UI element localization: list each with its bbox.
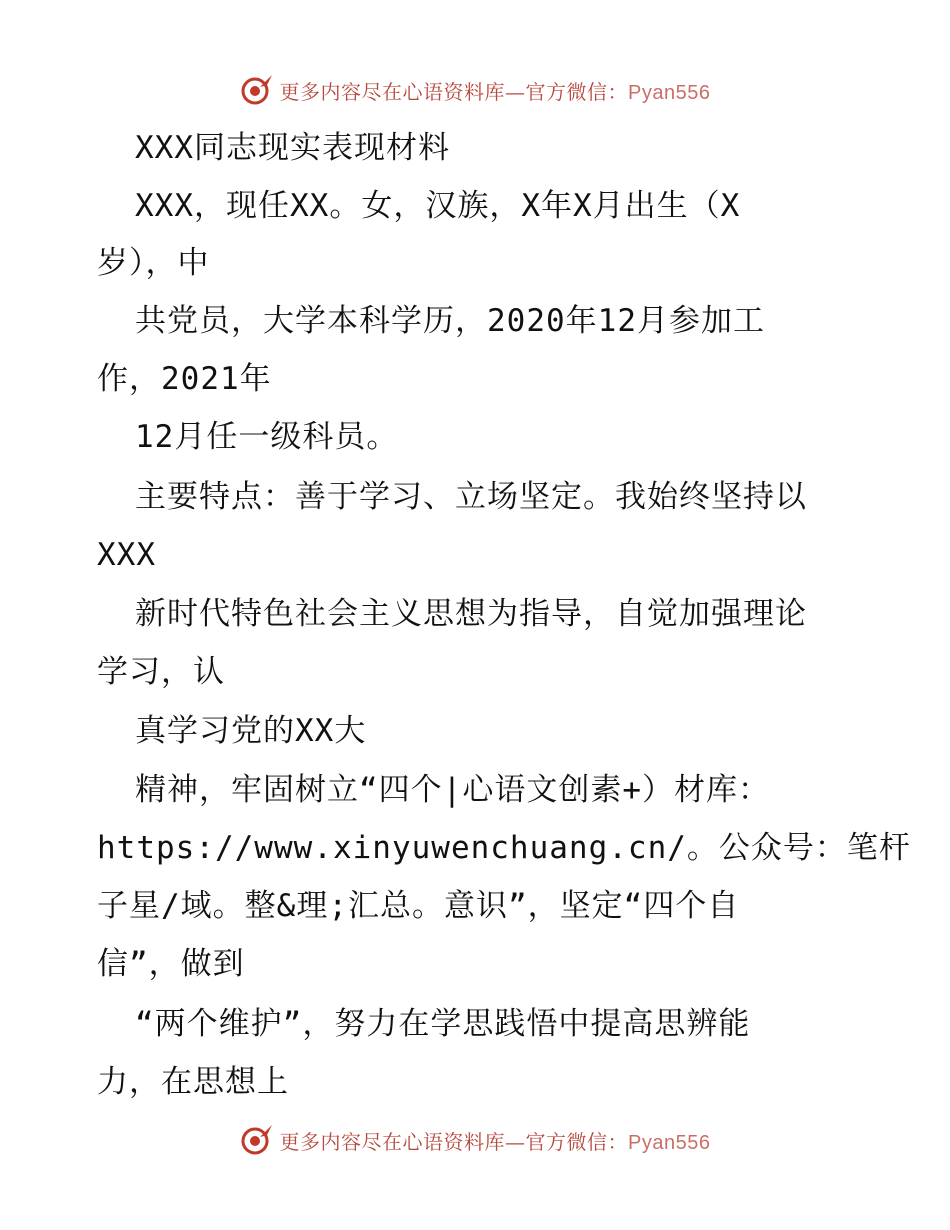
paragraph-line: XXX — [97, 537, 156, 573]
paragraph-line: 岁），中 — [97, 245, 210, 281]
paragraph-line: 12月任一级科员。 — [135, 419, 399, 455]
document-title: XXX同志现实表现材料 — [135, 130, 450, 166]
paragraph-line: 新时代特色社会主义思想为指导，自觉加强理论 — [135, 596, 807, 632]
paragraph-line: 真学习党的XX大 — [135, 713, 367, 749]
paragraph-line: 信”，做到 — [97, 946, 245, 982]
paragraph-line: 子星/域。整&理;汇总。意识”，坚定“四个自 — [97, 888, 740, 924]
paragraph-line: 精神，牢固树立“四个|心语文创素+）材库： — [135, 772, 770, 808]
watermark-text: 更多内容尽在心语资料库—官方微信：Pyan556 — [279, 79, 711, 104]
paragraph-line: 主要特点：善于学习、立场坚定。我始终坚持以 — [135, 479, 807, 515]
paragraph-line: 作，2021年 — [97, 361, 272, 397]
paragraph-line: https://www.xinyuwenchuang.cn/。公众号：笔杆 — [97, 830, 911, 866]
quill-logo-icon — [240, 1123, 274, 1157]
paragraph-line: 共党员，大学本科学历，2020年12月参加工 — [135, 303, 765, 339]
paragraph-line: 力，在思想上 — [97, 1064, 289, 1100]
watermark-text: 更多内容尽在心语资料库—官方微信：Pyan556 — [279, 1129, 711, 1154]
quill-logo-icon — [240, 73, 274, 107]
paragraph-line: XXX，现任XX。女，汉族，X年X月出生（X — [135, 188, 741, 224]
paragraph-line: 学习，认 — [97, 654, 225, 690]
header-watermark — [0, 70, 950, 110]
paragraph-line: “两个维护”，努力在学思践悟中提高思辨能 — [135, 1006, 751, 1042]
footer-watermark — [0, 1120, 950, 1160]
